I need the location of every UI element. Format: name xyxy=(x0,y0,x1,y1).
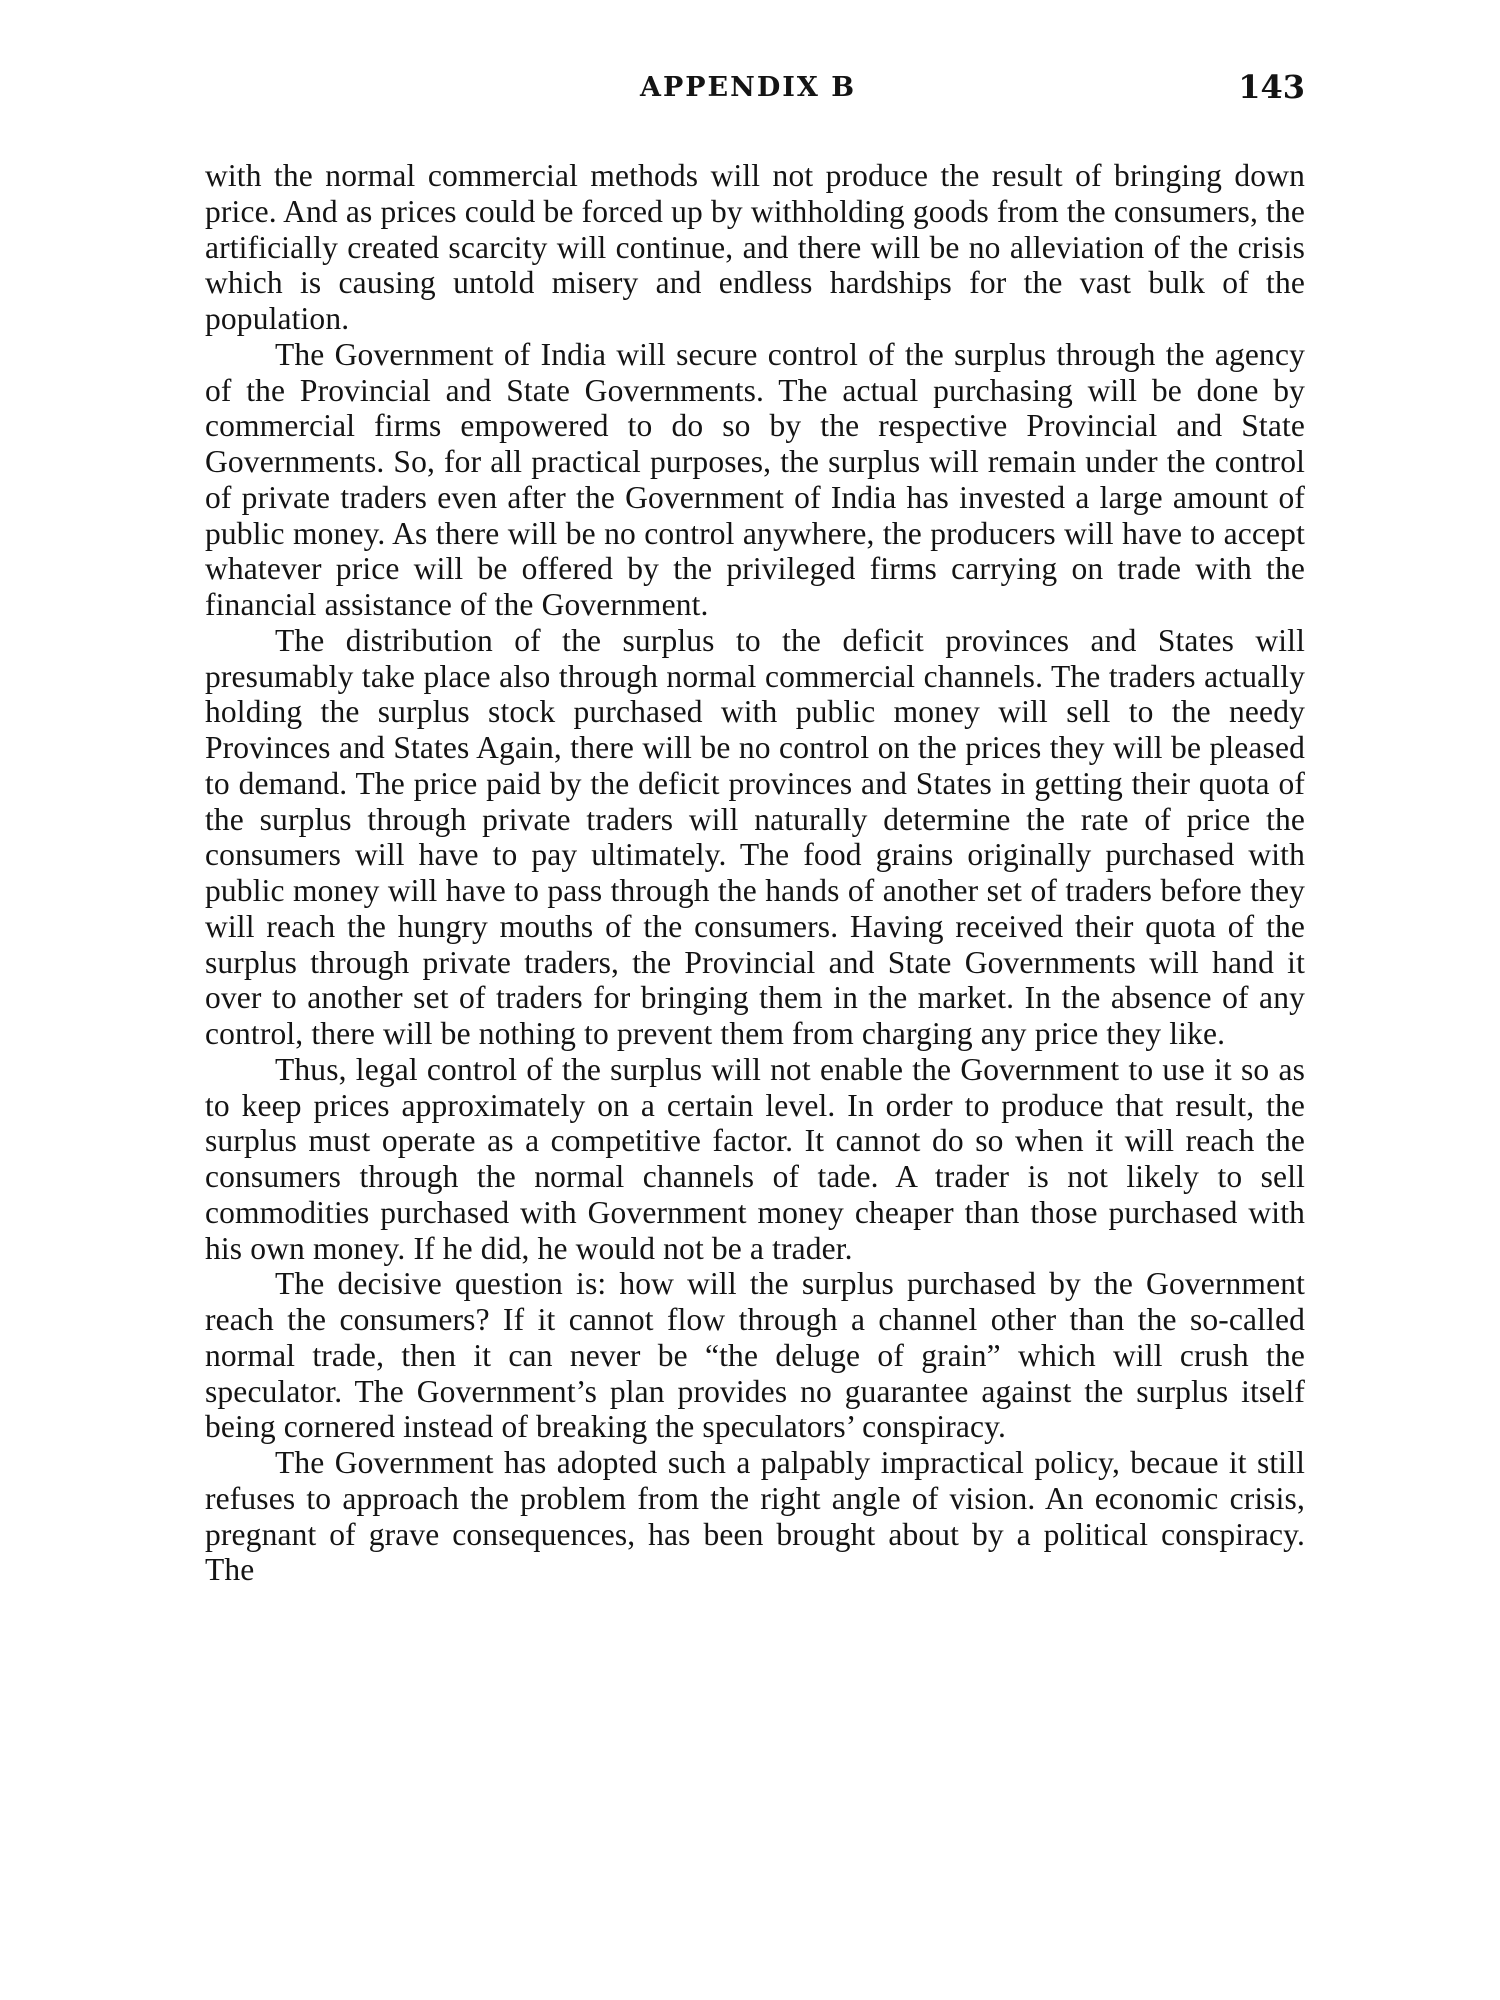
paragraph-continued: with the normal commercial methods will not produce the result of bringing down price. And as prices could be forced up by withholding goods from the consumers, the artificially created scarcity will continue, and there will be no alleviation of the crisis which is causing untold misery and endless hardships for the vast bulk of the population. xyxy=(205,158,1305,336)
running-head-title: APPENDIX B xyxy=(640,72,857,103)
paragraph: The Government has adopted such a palpably impractical policy, becaue it still refuses to approach the problem from the right angle of vision. An economic crisis, pregnant of grave consequences, has been brought about by a political conspiracy. The xyxy=(205,1445,1305,1588)
paragraph: The Government of India will secure control of the surplus through the agency of the Provincial and State Governments. The actual purchasing will be done by commercial firms empowered to do so by the respective Provincial and State Governments. So, for all practical purposes, the surplus will remain under the control of private traders even after the Government of India has invested a large amount of public money. As there will be no control anywhere, the producers will have to accept whatever price will be offered by the privileged firms carrying on trade with the financial assistance of the Government. xyxy=(205,336,1305,622)
running-header xyxy=(205,68,1305,108)
body-text xyxy=(205,158,1305,1588)
paragraph: The distribution of the surplus to the deficit provinces and States will presumably take place also through normal commercial channels. The traders actually holding the surplus stock purchased with public money will sell to the needy Provinces and States Again, there will be no control on the prices they will be pleased to demand. The price paid by the deficit provinces and States in getting their quota of the surplus through private traders will naturally determine the rate of price the consumers will have to pay ultimately. The food grains originally purchased with public money will have to pass through the hands of another set of traders before they will reach the hungry mouths of the consumers. Having received their quota of the surplus through private traders, the Provincial and State Governments will hand it over to another set of traders for bringing them in the market. In the absence of any control, there will be nothing to prevent them from charging any price they like. xyxy=(205,622,1305,1051)
page-number: 143 xyxy=(1238,68,1305,106)
paragraph: The decisive question is: how will the surplus purchased by the Government reach the consumers? If it cannot flow through a channel other than the so-called normal trade, then it can never be “the deluge of grain” which will crush the speculator. The Government’s plan provides no guarantee against the surplus itself being cornered instead of breaking the speculators’ conspiracy. xyxy=(205,1266,1305,1445)
paragraph: Thus, legal control of the surplus will not enable the Government to use it so as to keep prices approximately on a certain level. In order to produce that result, the surplus must operate as a competitive factor. It cannot do so when it will reach the consumers through the normal channels of tade. A trader is not likely to sell commodities purchased with Government money cheaper than those purchased with his own money. If he did, he would not be a trader. xyxy=(205,1051,1305,1266)
